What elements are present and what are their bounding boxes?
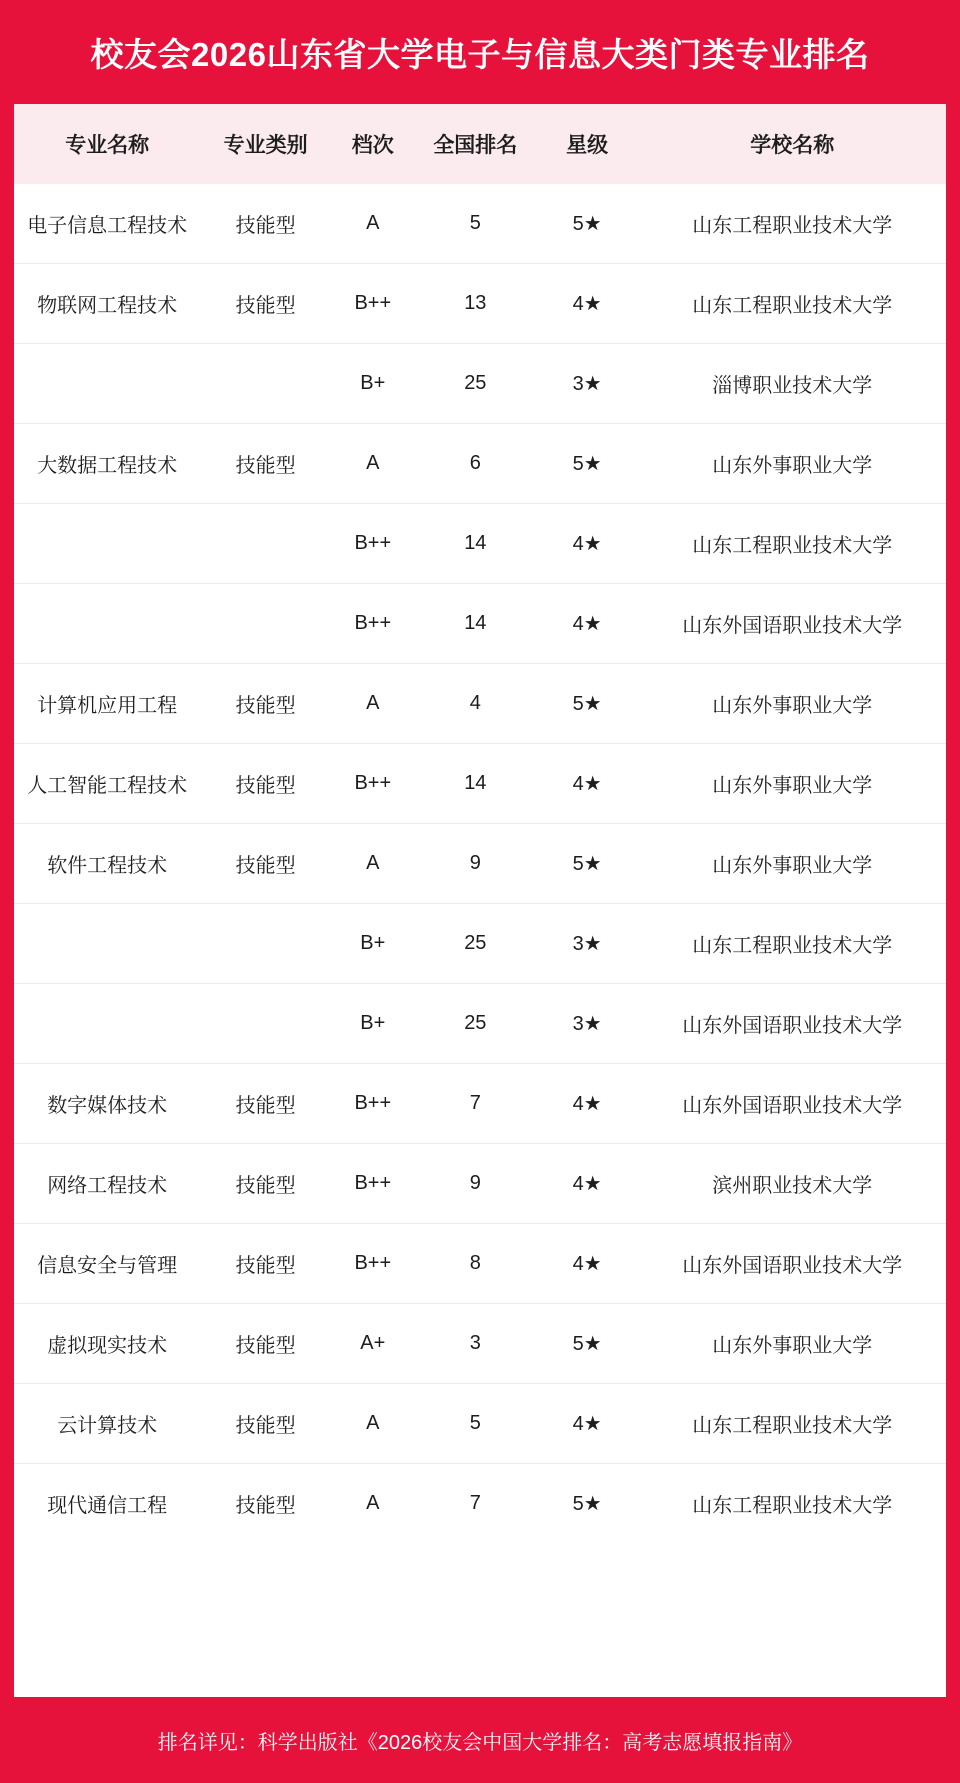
star-cell: 4★ <box>536 584 639 664</box>
table-row <box>14 504 946 584</box>
major-cell: 数字媒体技术 <box>14 1064 200 1144</box>
star-cell: 4★ <box>536 1384 639 1464</box>
type-cell: 技能型 <box>200 744 330 824</box>
star-cell: 3★ <box>536 904 639 984</box>
grade-cell: B++ <box>331 1224 415 1304</box>
national-rank-cell: 13 <box>415 264 536 344</box>
school-cell: 山东工程职业技术大学 <box>638 264 946 344</box>
column-header-major: 专业名称 <box>14 104 200 184</box>
table-row <box>14 1464 946 1544</box>
type-cell: 技能型 <box>200 1224 330 1304</box>
grade-cell: A <box>366 1492 380 1514</box>
major-cell: 虚拟现实技术 <box>14 1304 200 1384</box>
national-rank-cell: 9 <box>415 1144 536 1224</box>
major-cell <box>14 984 200 1064</box>
star-cell: 3★ <box>536 344 639 424</box>
school-cell: 滨州职业技术大学 <box>638 1144 946 1224</box>
grade-cell: A <box>331 424 415 504</box>
star-cell: 4★ <box>536 504 639 584</box>
school-cell: 山东外事职业大学 <box>638 664 946 744</box>
type-cell: 技能型 <box>200 424 330 504</box>
national-rank-cell: 14 <box>415 504 536 584</box>
school-cell: 山东工程职业技术大学 <box>638 184 946 264</box>
national-rank-cell: 8 <box>415 1224 536 1304</box>
national-rank-cell: 4 <box>415 664 536 744</box>
star-cell: 5★ <box>536 184 639 264</box>
major-cell: 计算机应用工程 <box>14 664 200 744</box>
table-row <box>14 1304 946 1384</box>
national-rank-cell: 9 <box>415 824 536 904</box>
type-cell <box>200 984 330 1064</box>
type-cell <box>200 584 330 664</box>
major-cell: 云计算技术 <box>14 1384 200 1464</box>
school-cell: 山东工程职业技术大学 <box>638 1384 946 1464</box>
ranking-table-container <box>14 104 946 1697</box>
national-rank-cell: 14 <box>415 584 536 664</box>
table-row <box>14 264 946 344</box>
type-cell <box>200 504 330 584</box>
table-row <box>14 424 946 504</box>
school-cell: 山东工程职业技术大学 <box>638 904 946 984</box>
national-rank-cell: 7 <box>415 1064 536 1144</box>
star-cell: 3★ <box>536 984 639 1064</box>
column-header-star: 星级 <box>536 104 639 184</box>
grade-cell: B++ <box>331 504 415 584</box>
page-footer <box>0 1697 960 1783</box>
major-cell <box>14 344 200 424</box>
type-cell <box>200 904 330 984</box>
school-cell: 山东外国语职业技术大学 <box>638 584 946 664</box>
school-cell: 山东外事职业大学 <box>638 424 946 504</box>
star-cell: 4★ <box>536 264 639 344</box>
major-cell <box>14 584 200 664</box>
type-cell: 技能型 <box>200 1384 330 1464</box>
grade-cell: B++ <box>331 1144 415 1224</box>
school-cell: 山东工程职业技术大学 <box>638 504 946 584</box>
national-rank-cell: 6 <box>415 424 536 504</box>
table-row <box>14 744 946 824</box>
star-cell: 4★ <box>536 1064 639 1144</box>
table-row <box>14 824 946 904</box>
major-cell: 人工智能工程技术 <box>14 744 200 824</box>
major-cell <box>14 504 200 584</box>
grade-cell: A <box>331 1384 415 1464</box>
type-cell: 技能型 <box>235 1495 296 1517</box>
major-cell: 大数据工程技术 <box>14 424 200 504</box>
star-cell: 4★ <box>536 1144 639 1224</box>
type-cell: 技能型 <box>200 1064 330 1144</box>
column-header-grade: 档次 <box>331 104 415 184</box>
national-rank-cell: 25 <box>415 344 536 424</box>
grade-cell: A+ <box>331 1304 415 1384</box>
table-row <box>14 1384 946 1464</box>
table-body <box>14 184 946 1543</box>
star-cell: 4★ <box>536 744 639 824</box>
school-cell: 山东外事职业大学 <box>638 1304 946 1384</box>
grade-cell: B+ <box>331 904 415 984</box>
major-cell: 网络工程技术 <box>14 1144 200 1224</box>
star-cell: 5★ <box>536 664 639 744</box>
grade-cell: B++ <box>331 264 415 344</box>
star-cell: 5★ <box>536 1304 639 1384</box>
table-row <box>14 184 946 264</box>
school-cell: 山东外事职业大学 <box>638 824 946 904</box>
grade-cell: B+ <box>331 344 415 424</box>
type-cell: 技能型 <box>200 824 330 904</box>
major-cell: 物联网工程技术 <box>14 264 200 344</box>
national-rank-cell: 7 <box>469 1492 481 1514</box>
school-cell: 山东外国语职业技术大学 <box>638 1224 946 1304</box>
school-cell: 山东外国语职业技术大学 <box>638 1064 946 1144</box>
table-header-row <box>14 104 946 184</box>
table-row <box>14 344 946 424</box>
major-cell: 电子信息工程技术 <box>14 184 200 264</box>
table-row <box>14 584 946 664</box>
type-cell: 技能型 <box>200 1304 330 1384</box>
star-cell: 5★ <box>536 824 639 904</box>
type-cell: 技能型 <box>200 664 330 744</box>
table-row <box>14 984 946 1064</box>
grade-cell: B+ <box>331 984 415 1064</box>
national-rank-cell: 3 <box>415 1304 536 1384</box>
star-cell: 5★ <box>572 1493 602 1515</box>
national-rank-cell: 25 <box>415 984 536 1064</box>
school-cell: 山东工程职业技术大学 <box>692 1495 893 1517</box>
school-cell: 山东外事职业大学 <box>638 744 946 824</box>
national-rank-cell: 14 <box>415 744 536 824</box>
grade-cell: A <box>331 664 415 744</box>
column-header-school: 学校名称 <box>638 104 946 184</box>
type-cell: 技能型 <box>200 1144 330 1224</box>
grade-cell: A <box>331 824 415 904</box>
type-cell: 技能型 <box>200 184 330 264</box>
grade-cell: A <box>331 184 415 264</box>
national-rank-cell: 5 <box>415 1384 536 1464</box>
star-cell: 4★ <box>536 1224 639 1304</box>
type-cell: 技能型 <box>200 264 330 344</box>
grade-cell: B++ <box>331 1064 415 1144</box>
school-cell: 山东外国语职业技术大学 <box>638 984 946 1064</box>
major-cell: 信息安全与管理 <box>14 1224 200 1304</box>
footer-note: 排名详见：科学出版社《2026校友会中国大学排名：高考志愿填报指南》 <box>157 1731 803 1754</box>
major-cell: 软件工程技术 <box>14 824 200 904</box>
column-header-type: 专业类别 <box>200 104 330 184</box>
national-rank-cell: 5 <box>415 184 536 264</box>
table-row <box>14 1144 946 1224</box>
major-cell <box>14 904 200 984</box>
ranking-table <box>14 104 946 1543</box>
type-cell <box>200 344 330 424</box>
column-header-national-rank: 全国排名 <box>415 104 536 184</box>
table-row <box>14 1064 946 1144</box>
page-header <box>0 0 960 104</box>
table-row <box>14 904 946 984</box>
national-rank-cell: 25 <box>415 904 536 984</box>
table-row <box>14 1224 946 1304</box>
star-cell: 5★ <box>536 424 639 504</box>
grade-cell: B++ <box>331 744 415 824</box>
table-row <box>14 664 946 744</box>
school-cell: 淄博职业技术大学 <box>638 344 946 424</box>
major-cell: 现代通信工程 <box>47 1495 168 1517</box>
grade-cell: B++ <box>331 584 415 664</box>
page-title: 校友会2026山东省大学电子与信息大类门类专业排名 <box>90 35 870 73</box>
